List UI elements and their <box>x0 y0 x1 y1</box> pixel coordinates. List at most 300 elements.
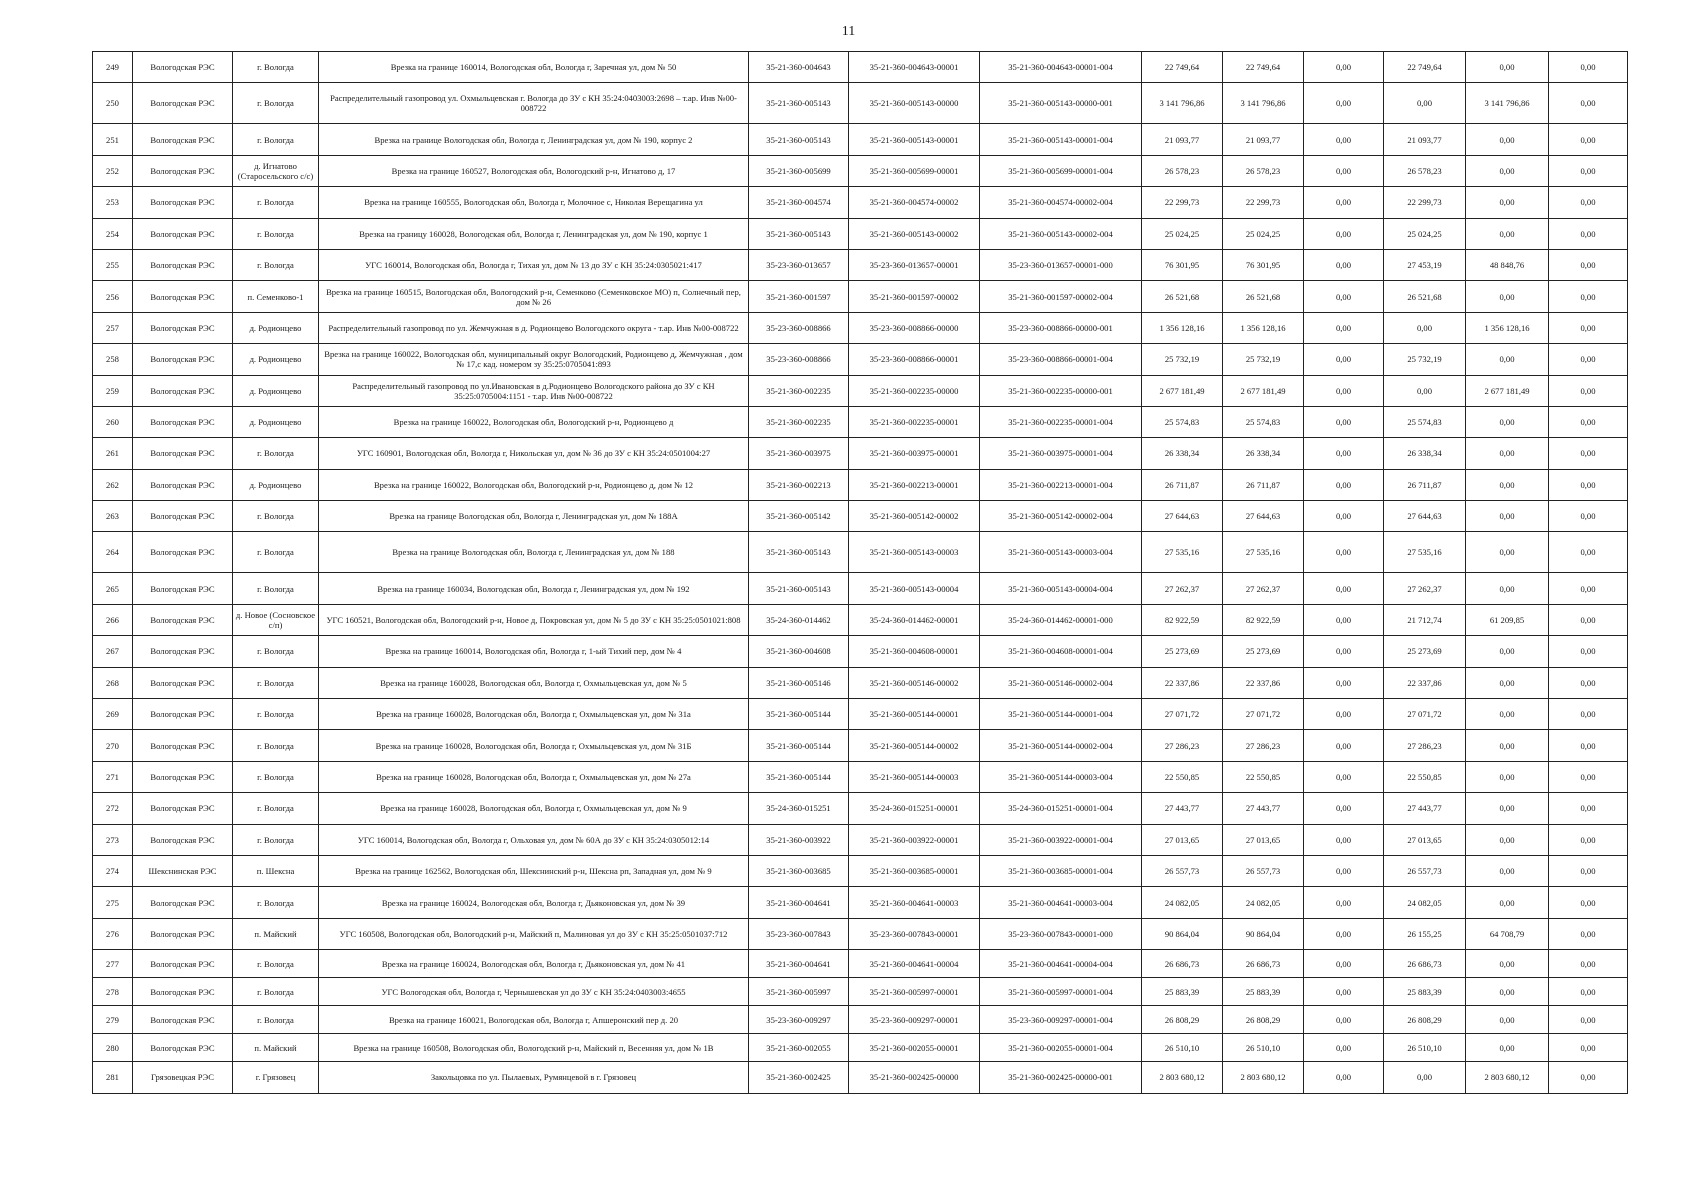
sub-code-cell: 35-21-360-005143-00004 <box>849 573 980 604</box>
network-cost-cell: 0,00 <box>1466 573 1549 604</box>
amount-total-cell: 27 013,65 <box>1142 824 1223 855</box>
amount-cell: 25 732,19 <box>1223 344 1304 375</box>
object-code-cell: 35-21-360-002213 <box>749 469 849 500</box>
zero-cell: 0,00 <box>1304 887 1384 918</box>
object-code-cell: 35-23-360-007843 <box>749 918 849 949</box>
connection-cost-cell: 24 082,05 <box>1384 887 1466 918</box>
other-cost-cell: 0,00 <box>1549 344 1628 375</box>
network-cost-cell: 0,00 <box>1466 501 1549 532</box>
row-number: 250 <box>93 83 133 124</box>
amount-cell: 25 273,69 <box>1223 636 1304 667</box>
district-cell: Вологодская РЭС <box>133 83 233 124</box>
amount-total-cell: 2 677 181,49 <box>1142 375 1223 406</box>
row-number: 260 <box>93 406 133 437</box>
amount-total-cell: 25 024,25 <box>1142 218 1223 249</box>
row-number: 257 <box>93 312 133 343</box>
address-cell: УГС Вологодская обл, Вологда г, Чернышевская ул до ЗУ с КН 35:24:0403003:4655 <box>319 978 749 1006</box>
district-cell: Вологодская РЭС <box>133 218 233 249</box>
table-row <box>93 978 1628 1006</box>
district-cell: Вологодская РЭС <box>133 604 233 635</box>
network-cost-cell: 0,00 <box>1466 155 1549 186</box>
address-cell: УГС 160014, Вологодская обл, Вологда г, Ольховая ул, дом № 60А до ЗУ с КН 35:24:0305012:14 <box>319 824 749 855</box>
object-code-cell: 35-21-360-005146 <box>749 667 849 698</box>
zero-cell: 0,00 <box>1304 918 1384 949</box>
object-code-cell: 35-21-360-005144 <box>749 699 849 730</box>
table-row <box>93 312 1628 343</box>
address-cell: Закольцовка по ул. Пылаевых, Румянцевой в г. Грязовец <box>319 1062 749 1093</box>
other-cost-cell: 0,00 <box>1549 824 1628 855</box>
amount-cell: 25 574,83 <box>1223 406 1304 437</box>
table-row <box>93 824 1628 855</box>
district-cell: Вологодская РЭС <box>133 375 233 406</box>
full-code-cell: 35-21-360-005143-00000-001 <box>980 83 1142 124</box>
other-cost-cell: 0,00 <box>1549 636 1628 667</box>
sub-code-cell: 35-21-360-002425-00000 <box>849 1062 980 1093</box>
locality-cell: г. Вологда <box>233 950 319 978</box>
table-row <box>93 761 1628 792</box>
table-row <box>93 375 1628 406</box>
row-number: 252 <box>93 155 133 186</box>
full-code-cell: 35-21-360-003685-00001-004 <box>980 855 1142 886</box>
locality-cell: г. Вологда <box>233 636 319 667</box>
zero-cell: 0,00 <box>1304 667 1384 698</box>
network-cost-cell: 0,00 <box>1466 950 1549 978</box>
object-code-cell: 35-23-360-013657 <box>749 249 849 280</box>
sub-code-cell: 35-23-360-007843-00001 <box>849 918 980 949</box>
full-code-cell: 35-23-360-009297-00001-004 <box>980 1006 1142 1034</box>
amount-total-cell: 26 521,68 <box>1142 281 1223 312</box>
object-code-cell: 35-21-360-001597 <box>749 281 849 312</box>
district-cell: Вологодская РЭС <box>133 1034 233 1062</box>
locality-cell: г. Вологда <box>233 887 319 918</box>
other-cost-cell: 0,00 <box>1549 950 1628 978</box>
other-cost-cell: 0,00 <box>1549 281 1628 312</box>
full-code-cell: 35-21-360-005144-00001-004 <box>980 699 1142 730</box>
row-number: 256 <box>93 281 133 312</box>
amount-total-cell: 27 535,16 <box>1142 532 1223 573</box>
other-cost-cell: 0,00 <box>1549 918 1628 949</box>
object-code-cell: 35-21-360-002425 <box>749 1062 849 1093</box>
connection-cost-cell: 21 712,74 <box>1384 604 1466 635</box>
zero-cell: 0,00 <box>1304 978 1384 1006</box>
sub-code-cell: 35-24-360-015251-00001 <box>849 793 980 824</box>
other-cost-cell: 0,00 <box>1549 667 1628 698</box>
sub-code-cell: 35-21-360-005144-00003 <box>849 761 980 792</box>
object-code-cell: 35-21-360-002235 <box>749 406 849 437</box>
table-row <box>93 918 1628 949</box>
row-number: 262 <box>93 469 133 500</box>
row-number: 254 <box>93 218 133 249</box>
amount-cell: 26 578,23 <box>1223 155 1304 186</box>
zero-cell: 0,00 <box>1304 312 1384 343</box>
table-row <box>93 124 1628 155</box>
sub-code-cell: 35-21-360-005143-00002 <box>849 218 980 249</box>
network-cost-cell: 0,00 <box>1466 406 1549 437</box>
amount-cell: 25 883,39 <box>1223 978 1304 1006</box>
amount-total-cell: 26 711,87 <box>1142 469 1223 500</box>
district-cell: Шекснинская РЭС <box>133 855 233 886</box>
row-number: 267 <box>93 636 133 667</box>
object-code-cell: 35-21-360-004608 <box>749 636 849 667</box>
table-row <box>93 406 1628 437</box>
full-code-cell: 35-21-360-005144-00003-004 <box>980 761 1142 792</box>
other-cost-cell: 0,00 <box>1549 312 1628 343</box>
object-code-cell: 35-21-360-004641 <box>749 950 849 978</box>
zero-cell: 0,00 <box>1304 469 1384 500</box>
full-code-cell: 35-21-360-005997-00001-004 <box>980 978 1142 1006</box>
full-code-cell: 35-23-360-008866-00000-001 <box>980 312 1142 343</box>
connection-cost-cell: 26 510,10 <box>1384 1034 1466 1062</box>
other-cost-cell: 0,00 <box>1549 887 1628 918</box>
network-cost-cell: 0,00 <box>1466 761 1549 792</box>
sub-code-cell: 35-21-360-005144-00001 <box>849 699 980 730</box>
table-row <box>93 604 1628 635</box>
amount-cell: 27 013,65 <box>1223 824 1304 855</box>
network-cost-cell: 0,00 <box>1466 532 1549 573</box>
district-cell: Вологодская РЭС <box>133 532 233 573</box>
full-code-cell: 35-23-360-013657-00001-000 <box>980 249 1142 280</box>
network-cost-cell: 0,00 <box>1466 699 1549 730</box>
amount-total-cell: 26 510,10 <box>1142 1034 1223 1062</box>
sub-code-cell: 35-21-360-002213-00001 <box>849 469 980 500</box>
full-code-cell: 35-21-360-002425-00000-001 <box>980 1062 1142 1093</box>
amount-cell: 2 677 181,49 <box>1223 375 1304 406</box>
sub-code-cell: 35-21-360-004641-00003 <box>849 887 980 918</box>
zero-cell: 0,00 <box>1304 604 1384 635</box>
zero-cell: 0,00 <box>1304 218 1384 249</box>
table-row <box>93 1062 1628 1093</box>
amount-cell: 21 093,77 <box>1223 124 1304 155</box>
network-cost-cell: 48 848,76 <box>1466 249 1549 280</box>
district-cell: Вологодская РЭС <box>133 469 233 500</box>
other-cost-cell: 0,00 <box>1549 83 1628 124</box>
object-code-cell: 35-21-360-005143 <box>749 532 849 573</box>
district-cell: Вологодская РЭС <box>133 573 233 604</box>
full-code-cell: 35-21-360-002055-00001-004 <box>980 1034 1142 1062</box>
object-code-cell: 35-21-360-004574 <box>749 187 849 218</box>
zero-cell: 0,00 <box>1304 532 1384 573</box>
sub-code-cell: 35-21-360-005699-00001 <box>849 155 980 186</box>
amount-total-cell: 22 299,73 <box>1142 187 1223 218</box>
address-cell: УГС 160521, Вологодская обл, Вологодский р-н, Новое д, Покровская ул, дом № 5 до ЗУ с КН 35:25:0501021:808 <box>319 604 749 635</box>
other-cost-cell: 0,00 <box>1549 1034 1628 1062</box>
locality-cell: п. Семенково-1 <box>233 281 319 312</box>
address-cell: Врезка на границе 160014, Вологодская обл, Вологда г, 1-ый Тихий пер, дом № 4 <box>319 636 749 667</box>
locality-cell: г. Вологда <box>233 761 319 792</box>
row-number: 258 <box>93 344 133 375</box>
network-cost-cell: 0,00 <box>1466 855 1549 886</box>
connection-cost-cell: 26 338,34 <box>1384 438 1466 469</box>
table-row <box>93 438 1628 469</box>
district-cell: Вологодская РЭС <box>133 52 233 83</box>
connection-cost-cell: 27 535,16 <box>1384 532 1466 573</box>
locality-cell: г. Вологда <box>233 187 319 218</box>
page-number: 11 <box>841 24 856 39</box>
locality-cell: г. Вологда <box>233 124 319 155</box>
address-cell: Врезка на границе 160021, Вологодская обл, Вологда г, Апшеронский пер д. 20 <box>319 1006 749 1034</box>
other-cost-cell: 0,00 <box>1549 52 1628 83</box>
connection-cost-cell: 22 299,73 <box>1384 187 1466 218</box>
amount-cell: 25 024,25 <box>1223 218 1304 249</box>
sub-code-cell: 35-21-360-005143-00000 <box>849 83 980 124</box>
sub-code-cell: 35-23-360-013657-00001 <box>849 249 980 280</box>
full-code-cell: 35-21-360-004643-00001-004 <box>980 52 1142 83</box>
amount-total-cell: 27 071,72 <box>1142 699 1223 730</box>
object-code-cell: 35-21-360-005997 <box>749 978 849 1006</box>
network-cost-cell: 0,00 <box>1466 887 1549 918</box>
object-code-cell: 35-21-360-005142 <box>749 501 849 532</box>
locality-cell: п. Майский <box>233 1034 319 1062</box>
zero-cell: 0,00 <box>1304 124 1384 155</box>
address-cell: Врезка на границе Вологодская обл, Вологда г, Ленинградская ул, дом № 188А <box>319 501 749 532</box>
full-code-cell: 35-21-360-001597-00002-004 <box>980 281 1142 312</box>
district-cell: Вологодская РЭС <box>133 636 233 667</box>
address-cell: Распределительный газопровод ул. Охмыльцевская г. Вологда до ЗУ с КН 35:24:0403003:2698 – т.ар. Инв №00-008722 <box>319 83 749 124</box>
network-cost-cell: 2 803 680,12 <box>1466 1062 1549 1093</box>
sub-code-cell: 35-23-360-008866-00000 <box>849 312 980 343</box>
other-cost-cell: 0,00 <box>1549 604 1628 635</box>
amount-total-cell: 3 141 796,86 <box>1142 83 1223 124</box>
other-cost-cell: 0,00 <box>1549 730 1628 761</box>
address-cell: Врезка на границе 160515, Вологодская обл, Вологодский р-н, Семенково (Семенковское МО) п, Солнечный пер, дом № 26 <box>319 281 749 312</box>
locality-cell: г. Вологда <box>233 52 319 83</box>
network-cost-cell: 0,00 <box>1466 187 1549 218</box>
row-number: 266 <box>93 604 133 635</box>
sub-code-cell: 35-24-360-014462-00001 <box>849 604 980 635</box>
row-number: 275 <box>93 887 133 918</box>
table-row <box>93 887 1628 918</box>
full-code-cell: 35-21-360-002235-00001-004 <box>980 406 1142 437</box>
address-cell: Врезка на границе 160034, Вологодская обл, Вологда г, Ленинградская ул, дом № 192 <box>319 573 749 604</box>
locality-cell: г. Грязовец <box>233 1062 319 1093</box>
amount-total-cell: 26 686,73 <box>1142 950 1223 978</box>
row-number: 273 <box>93 824 133 855</box>
row-number: 280 <box>93 1034 133 1062</box>
full-code-cell: 35-23-360-007843-00001-000 <box>980 918 1142 949</box>
row-number: 249 <box>93 52 133 83</box>
locality-cell: г. Вологда <box>233 249 319 280</box>
objects-table <box>92 51 1628 1094</box>
other-cost-cell: 0,00 <box>1549 573 1628 604</box>
district-cell: Вологодская РЭС <box>133 344 233 375</box>
amount-total-cell: 2 803 680,12 <box>1142 1062 1223 1093</box>
network-cost-cell: 0,00 <box>1466 344 1549 375</box>
locality-cell: д. Игнатово (Старосельского с/с) <box>233 155 319 186</box>
amount-total-cell: 82 922,59 <box>1142 604 1223 635</box>
full-code-cell: 35-21-360-002235-00000-001 <box>980 375 1142 406</box>
address-cell: УГС 160901, Вологодская обл, Вологда г, Никольская ул, дом № 36 до ЗУ с КН 35:24:0501004:27 <box>319 438 749 469</box>
district-cell: Вологодская РЭС <box>133 667 233 698</box>
full-code-cell: 35-21-360-005699-00001-004 <box>980 155 1142 186</box>
table-row <box>93 667 1628 698</box>
address-cell: Врезка на границе 162562, Вологодская обл, Шекснинский р-н, Шексна рп, Западная ул, дом № 9 <box>319 855 749 886</box>
district-cell: Вологодская РЭС <box>133 793 233 824</box>
locality-cell: г. Вологда <box>233 501 319 532</box>
row-number: 261 <box>93 438 133 469</box>
zero-cell: 0,00 <box>1304 855 1384 886</box>
network-cost-cell: 0,00 <box>1466 438 1549 469</box>
district-cell: Вологодская РЭС <box>133 249 233 280</box>
objects-table-container <box>92 51 1627 1094</box>
address-cell: Врезка на границе 160028, Вологодская обл, Вологда г, Охмыльцевская ул, дом № 5 <box>319 667 749 698</box>
table-row <box>93 699 1628 730</box>
amount-cell: 90 864,04 <box>1223 918 1304 949</box>
table-row <box>93 187 1628 218</box>
amount-cell: 26 521,68 <box>1223 281 1304 312</box>
address-cell: Врезка на границе 160028, Вологодская обл, Вологда г, Охмыльцевская ул, дом № 27а <box>319 761 749 792</box>
connection-cost-cell: 0,00 <box>1384 375 1466 406</box>
table-row <box>93 573 1628 604</box>
row-number: 263 <box>93 501 133 532</box>
amount-total-cell: 76 301,95 <box>1142 249 1223 280</box>
district-cell: Грязовецкая РЭС <box>133 1062 233 1093</box>
locality-cell: д. Родионцево <box>233 469 319 500</box>
amount-total-cell: 25 574,83 <box>1142 406 1223 437</box>
other-cost-cell: 0,00 <box>1549 249 1628 280</box>
other-cost-cell: 0,00 <box>1549 1006 1628 1034</box>
district-cell: Вологодская РЭС <box>133 978 233 1006</box>
network-cost-cell: 64 708,79 <box>1466 918 1549 949</box>
row-number: 268 <box>93 667 133 698</box>
amount-cell: 26 686,73 <box>1223 950 1304 978</box>
connection-cost-cell: 26 578,23 <box>1384 155 1466 186</box>
amount-cell: 26 510,10 <box>1223 1034 1304 1062</box>
table-row <box>93 281 1628 312</box>
locality-cell: г. Вологда <box>233 573 319 604</box>
sub-code-cell: 35-21-360-003922-00001 <box>849 824 980 855</box>
zero-cell: 0,00 <box>1304 950 1384 978</box>
object-code-cell: 35-23-360-008866 <box>749 312 849 343</box>
network-cost-cell: 2 677 181,49 <box>1466 375 1549 406</box>
address-cell: Распределительный газопровод по ул.Ивановская в д.Родионцево Вологодского района до ЗУ с КН 35:25:0705004:1151 - т.ар. Инв №00-008722 <box>319 375 749 406</box>
amount-cell: 27 071,72 <box>1223 699 1304 730</box>
full-code-cell: 35-21-360-003922-00001-004 <box>980 824 1142 855</box>
amount-cell: 24 082,05 <box>1223 887 1304 918</box>
network-cost-cell: 0,00 <box>1466 730 1549 761</box>
amount-cell: 27 286,23 <box>1223 730 1304 761</box>
locality-cell: г. Вологда <box>233 730 319 761</box>
row-number: 264 <box>93 532 133 573</box>
full-code-cell: 35-21-360-005143-00001-004 <box>980 124 1142 155</box>
amount-cell: 27 262,37 <box>1223 573 1304 604</box>
sub-code-cell: 35-21-360-003975-00001 <box>849 438 980 469</box>
amount-total-cell: 1 356 128,16 <box>1142 312 1223 343</box>
connection-cost-cell: 25 732,19 <box>1384 344 1466 375</box>
sub-code-cell: 35-23-360-008866-00001 <box>849 344 980 375</box>
zero-cell: 0,00 <box>1304 375 1384 406</box>
connection-cost-cell: 22 550,85 <box>1384 761 1466 792</box>
zero-cell: 0,00 <box>1304 793 1384 824</box>
connection-cost-cell: 26 711,87 <box>1384 469 1466 500</box>
row-number: 276 <box>93 918 133 949</box>
zero-cell: 0,00 <box>1304 699 1384 730</box>
address-cell: Врезка на границе Вологодская обл, Вологда г, Ленинградская ул, дом № 190, корпус 2 <box>319 124 749 155</box>
other-cost-cell: 0,00 <box>1549 406 1628 437</box>
object-code-cell: 35-23-360-009297 <box>749 1006 849 1034</box>
amount-cell: 3 141 796,86 <box>1223 83 1304 124</box>
row-number: 274 <box>93 855 133 886</box>
object-code-cell: 35-21-360-005143 <box>749 218 849 249</box>
amount-cell: 82 922,59 <box>1223 604 1304 635</box>
zero-cell: 0,00 <box>1304 573 1384 604</box>
other-cost-cell: 0,00 <box>1549 978 1628 1006</box>
table-row <box>93 1034 1628 1062</box>
other-cost-cell: 0,00 <box>1549 855 1628 886</box>
zero-cell: 0,00 <box>1304 155 1384 186</box>
locality-cell: г. Вологда <box>233 667 319 698</box>
network-cost-cell: 0,00 <box>1466 978 1549 1006</box>
network-cost-cell: 0,00 <box>1466 824 1549 855</box>
connection-cost-cell: 27 013,65 <box>1384 824 1466 855</box>
address-cell: Врезка на границе 160024, Вологодская обл, Вологда г, Дьяконовская ул, дом № 41 <box>319 950 749 978</box>
district-cell: Вологодская РЭС <box>133 124 233 155</box>
table-row <box>93 344 1628 375</box>
sub-code-cell: 35-21-360-004641-00004 <box>849 950 980 978</box>
other-cost-cell: 0,00 <box>1549 375 1628 406</box>
connection-cost-cell: 26 155,25 <box>1384 918 1466 949</box>
other-cost-cell: 0,00 <box>1549 438 1628 469</box>
full-code-cell: 35-21-360-005143-00002-004 <box>980 218 1142 249</box>
connection-cost-cell: 27 286,23 <box>1384 730 1466 761</box>
other-cost-cell: 0,00 <box>1549 469 1628 500</box>
connection-cost-cell: 27 453,19 <box>1384 249 1466 280</box>
other-cost-cell: 0,00 <box>1549 699 1628 730</box>
network-cost-cell: 0,00 <box>1466 667 1549 698</box>
row-number: 259 <box>93 375 133 406</box>
row-number: 270 <box>93 730 133 761</box>
object-code-cell: 35-21-360-005143 <box>749 83 849 124</box>
network-cost-cell: 0,00 <box>1466 52 1549 83</box>
district-cell: Вологодская РЭС <box>133 918 233 949</box>
district-cell: Вологодская РЭС <box>133 699 233 730</box>
zero-cell: 0,00 <box>1304 187 1384 218</box>
zero-cell: 0,00 <box>1304 501 1384 532</box>
network-cost-cell: 0,00 <box>1466 1034 1549 1062</box>
zero-cell: 0,00 <box>1304 281 1384 312</box>
address-cell: Врезка на границу 160028, Вологодская обл, Вологда г, Ленинградская ул, дом № 190, корпус 1 <box>319 218 749 249</box>
other-cost-cell: 0,00 <box>1549 532 1628 573</box>
connection-cost-cell: 0,00 <box>1384 312 1466 343</box>
address-cell: Врезка на границе 160508, Вологодская обл, Вологодский р-н, Майский п, Весенняя ул, дом № 1В <box>319 1034 749 1062</box>
address-cell: Врезка на границе 160022, Вологодская обл, Вологодский р-н, Родионцево д, дом № 12 <box>319 469 749 500</box>
district-cell: Вологодская РЭС <box>133 950 233 978</box>
connection-cost-cell: 26 521,68 <box>1384 281 1466 312</box>
locality-cell: д. Родионцево <box>233 406 319 437</box>
table-row <box>93 155 1628 186</box>
amount-cell: 26 808,29 <box>1223 1006 1304 1034</box>
zero-cell: 0,00 <box>1304 1062 1384 1093</box>
object-code-cell: 35-21-360-005699 <box>749 155 849 186</box>
full-code-cell: 35-21-360-004608-00001-004 <box>980 636 1142 667</box>
connection-cost-cell: 25 574,83 <box>1384 406 1466 437</box>
object-code-cell: 35-21-360-005144 <box>749 761 849 792</box>
amount-total-cell: 22 749,64 <box>1142 52 1223 83</box>
zero-cell: 0,00 <box>1304 636 1384 667</box>
zero-cell: 0,00 <box>1304 1006 1384 1034</box>
locality-cell: г. Вологда <box>233 218 319 249</box>
amount-total-cell: 27 286,23 <box>1142 730 1223 761</box>
network-cost-cell: 0,00 <box>1466 1006 1549 1034</box>
network-cost-cell: 3 141 796,86 <box>1466 83 1549 124</box>
network-cost-cell: 0,00 <box>1466 124 1549 155</box>
connection-cost-cell: 27 443,77 <box>1384 793 1466 824</box>
row-number: 253 <box>93 187 133 218</box>
sub-code-cell: 35-21-360-003685-00001 <box>849 855 980 886</box>
table-row <box>93 52 1628 83</box>
full-code-cell: 35-21-360-004574-00002-004 <box>980 187 1142 218</box>
district-cell: Вологодская РЭС <box>133 155 233 186</box>
district-cell: Вологодская РЭС <box>133 501 233 532</box>
